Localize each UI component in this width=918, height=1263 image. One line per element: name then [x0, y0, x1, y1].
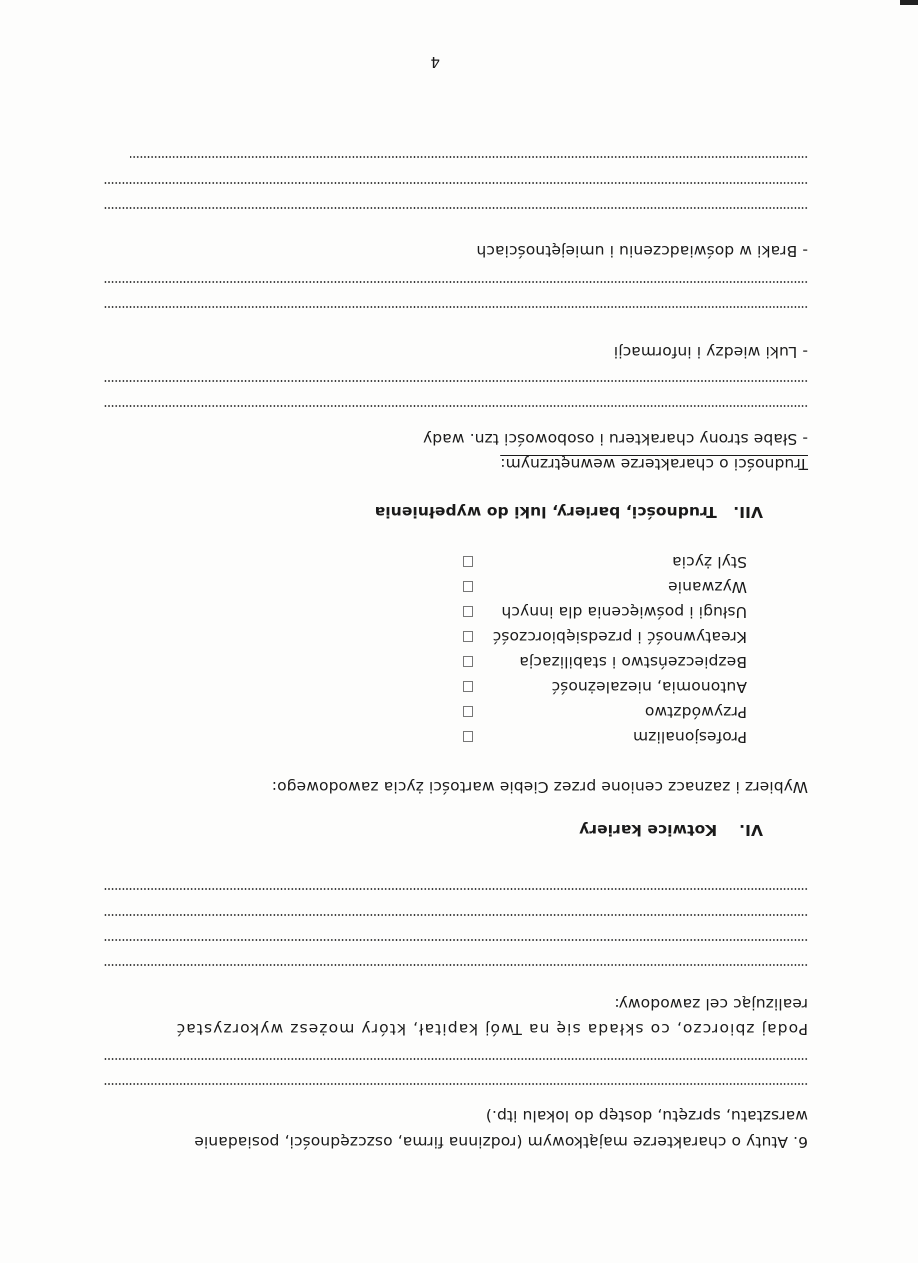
answer-line[interactable] — [130, 156, 808, 158]
section-vi-title: VI. Kotwice kariery — [579, 821, 763, 839]
item-label-braki: - Braki w doświadczeniu i umiejętnościach — [476, 242, 808, 260]
page-number: 4 — [430, 53, 440, 71]
option-label-bezpieczenstwo: Bezpieczeństwo i stabilizacja — [519, 653, 747, 671]
checkbox-autonomia[interactable] — [463, 681, 473, 692]
summary-line2: realizując cel zawodowy: — [614, 995, 808, 1013]
checkbox-uslugi[interactable] — [463, 606, 473, 617]
answer-line[interactable] — [103, 1083, 808, 1085]
checkbox-kreatywnosc[interactable] — [463, 631, 473, 642]
answer-line[interactable] — [103, 306, 808, 308]
option-label-profesjonalizm: Profesjonalizm — [632, 728, 747, 746]
answer-line[interactable] — [103, 281, 808, 283]
answer-line[interactable] — [103, 380, 808, 382]
answer-line[interactable] — [103, 964, 808, 966]
option-label-wyzwanie: Wyzwanie — [667, 578, 747, 596]
scan-edge-mark — [900, 0, 918, 5]
checkbox-styl-zycia[interactable] — [463, 556, 473, 567]
checkbox-przywodztwo[interactable] — [463, 706, 473, 717]
option-label-kreatywnosc: Kreatywność i przedsiębiorczość — [492, 628, 747, 646]
option-label-przywodztwo: Przywództwo — [644, 703, 747, 721]
item-label-slabe-strony: - Słabe strony charakteru i osobowości tzn. wady — [422, 430, 808, 448]
option-label-autonomia: Autonomia, niezależność — [551, 678, 747, 696]
option-label-styl-zycia: Styl życia — [672, 553, 747, 571]
summary-line1: Podaj zbiorczo, co składa się na Twój kapitał, który możesz wykorzystać — [175, 1020, 808, 1038]
item-label-luki-wiedzy: - Luki wiedzy i informacji — [613, 343, 808, 361]
answer-line[interactable] — [103, 939, 808, 941]
checkbox-bezpieczenstwo[interactable] — [463, 656, 473, 667]
section6-heading-line1: 6. Atuty o charakterze majątkowym (rodzinna firma, oszczędności, posiadanie — [194, 1133, 808, 1151]
section6-heading-line2: warsztatu, sprzętu, dostęp do lokalu itp.) — [485, 1107, 808, 1125]
section-vi-instruction: Wybierz i zaznacz cenione przez Ciebie wartości życia zawodowego: — [271, 778, 808, 796]
answer-line[interactable] — [103, 405, 808, 407]
option-label-uslugi: Usługi i poświęcenia dla innych — [501, 603, 747, 621]
section-vii-title: VII. Trudności, bariery, luki do wypełnienia — [374, 503, 763, 521]
answer-line[interactable] — [103, 888, 808, 890]
checkbox-profesjonalizm[interactable] — [463, 731, 473, 742]
answer-line[interactable] — [103, 1058, 808, 1060]
answer-line[interactable] — [103, 207, 808, 209]
answer-line[interactable] — [103, 182, 808, 184]
section-vii-subheading: Trudności o charakterze wewnętrznym: — [500, 455, 808, 473]
checkbox-wyzwanie[interactable] — [463, 581, 473, 592]
answer-line[interactable] — [103, 914, 808, 916]
